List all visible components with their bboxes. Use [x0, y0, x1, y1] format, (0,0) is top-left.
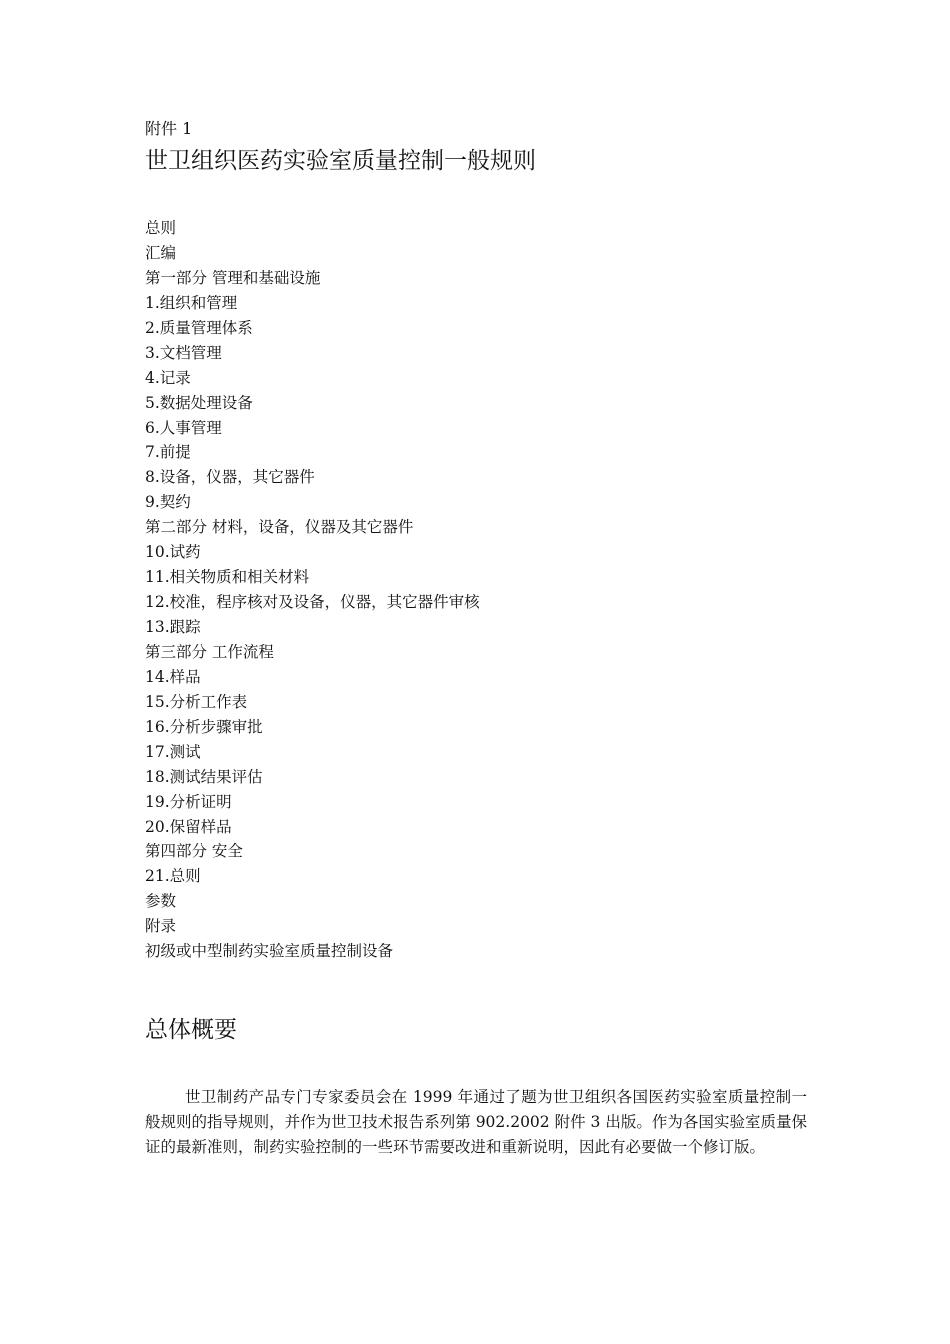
toc-item: 3.文档管理 [145, 343, 222, 362]
toc-item: 19.分析证明 [145, 792, 232, 811]
toc-item: 6.人事管理 [145, 418, 222, 437]
toc-item: 16.分析步骤审批 [145, 717, 263, 736]
toc-part-heading: 第四部分 安全 [145, 842, 243, 861]
toc-item: 汇编 [145, 243, 177, 262]
toc-item: 4.记录 [145, 368, 191, 387]
toc-item: 21.总则 [145, 867, 201, 886]
toc-part-heading: 第一部分 管理和基础设施 [145, 268, 321, 287]
toc-item: 1.组织和管理 [145, 293, 238, 312]
toc-item: 10.试药 [145, 543, 201, 562]
toc-item: 附录 [145, 917, 177, 936]
annex-label: 附件 1 [145, 119, 193, 138]
toc-item: 11.相关物质和相关材料 [145, 568, 310, 587]
toc-item: 7.前提 [145, 443, 191, 462]
table-of-contents [145, 216, 480, 964]
document-title: 世卫组织医药实验室质量控制一般规则 [145, 148, 536, 174]
toc-item: 15.分析工作表 [145, 692, 248, 711]
toc-item: 9.契约 [145, 493, 191, 512]
toc-part-heading: 第三部分 工作流程 [145, 642, 274, 661]
toc-item: 5.数据处理设备 [145, 393, 253, 412]
summary-paragraph: 世卫制药产品专门专家委员会在 1999 年通过了题为世卫组织各国医药实验室质量控制一般规则的指导规则，并作为世卫技术报告系列第 902.2002 附件 3 出版。作为各国实验室质量保证的最新准则，制药实验控制的一些环节需要改进和重新说明，因此有必要做一个修订版。 [145, 1088, 807, 1156]
toc-item: 13.跟踪 [145, 618, 201, 636]
toc-item: 8.设备，仪器，其它器件 [145, 468, 315, 487]
toc-item: 12.校准，程序核对及设备，仪器，其它器件审核 [145, 593, 480, 612]
toc-item: 18.测试结果评估 [145, 767, 263, 786]
toc-item: 总则 [145, 219, 177, 237]
toc-part-heading: 第二部分 材料，设备，仪器及其它器件 [145, 518, 414, 537]
summary-heading: 总体概要 [145, 1017, 237, 1043]
toc-item: 20.保留样品 [145, 817, 232, 836]
toc-item: 参数 [145, 892, 177, 911]
toc-item: 14.样品 [145, 667, 201, 686]
toc-item: 2.质量管理体系 [145, 318, 253, 337]
toc-item: 初级或中型制药实验室质量控制设备 [145, 942, 394, 961]
toc-item: 17.测试 [145, 742, 201, 761]
